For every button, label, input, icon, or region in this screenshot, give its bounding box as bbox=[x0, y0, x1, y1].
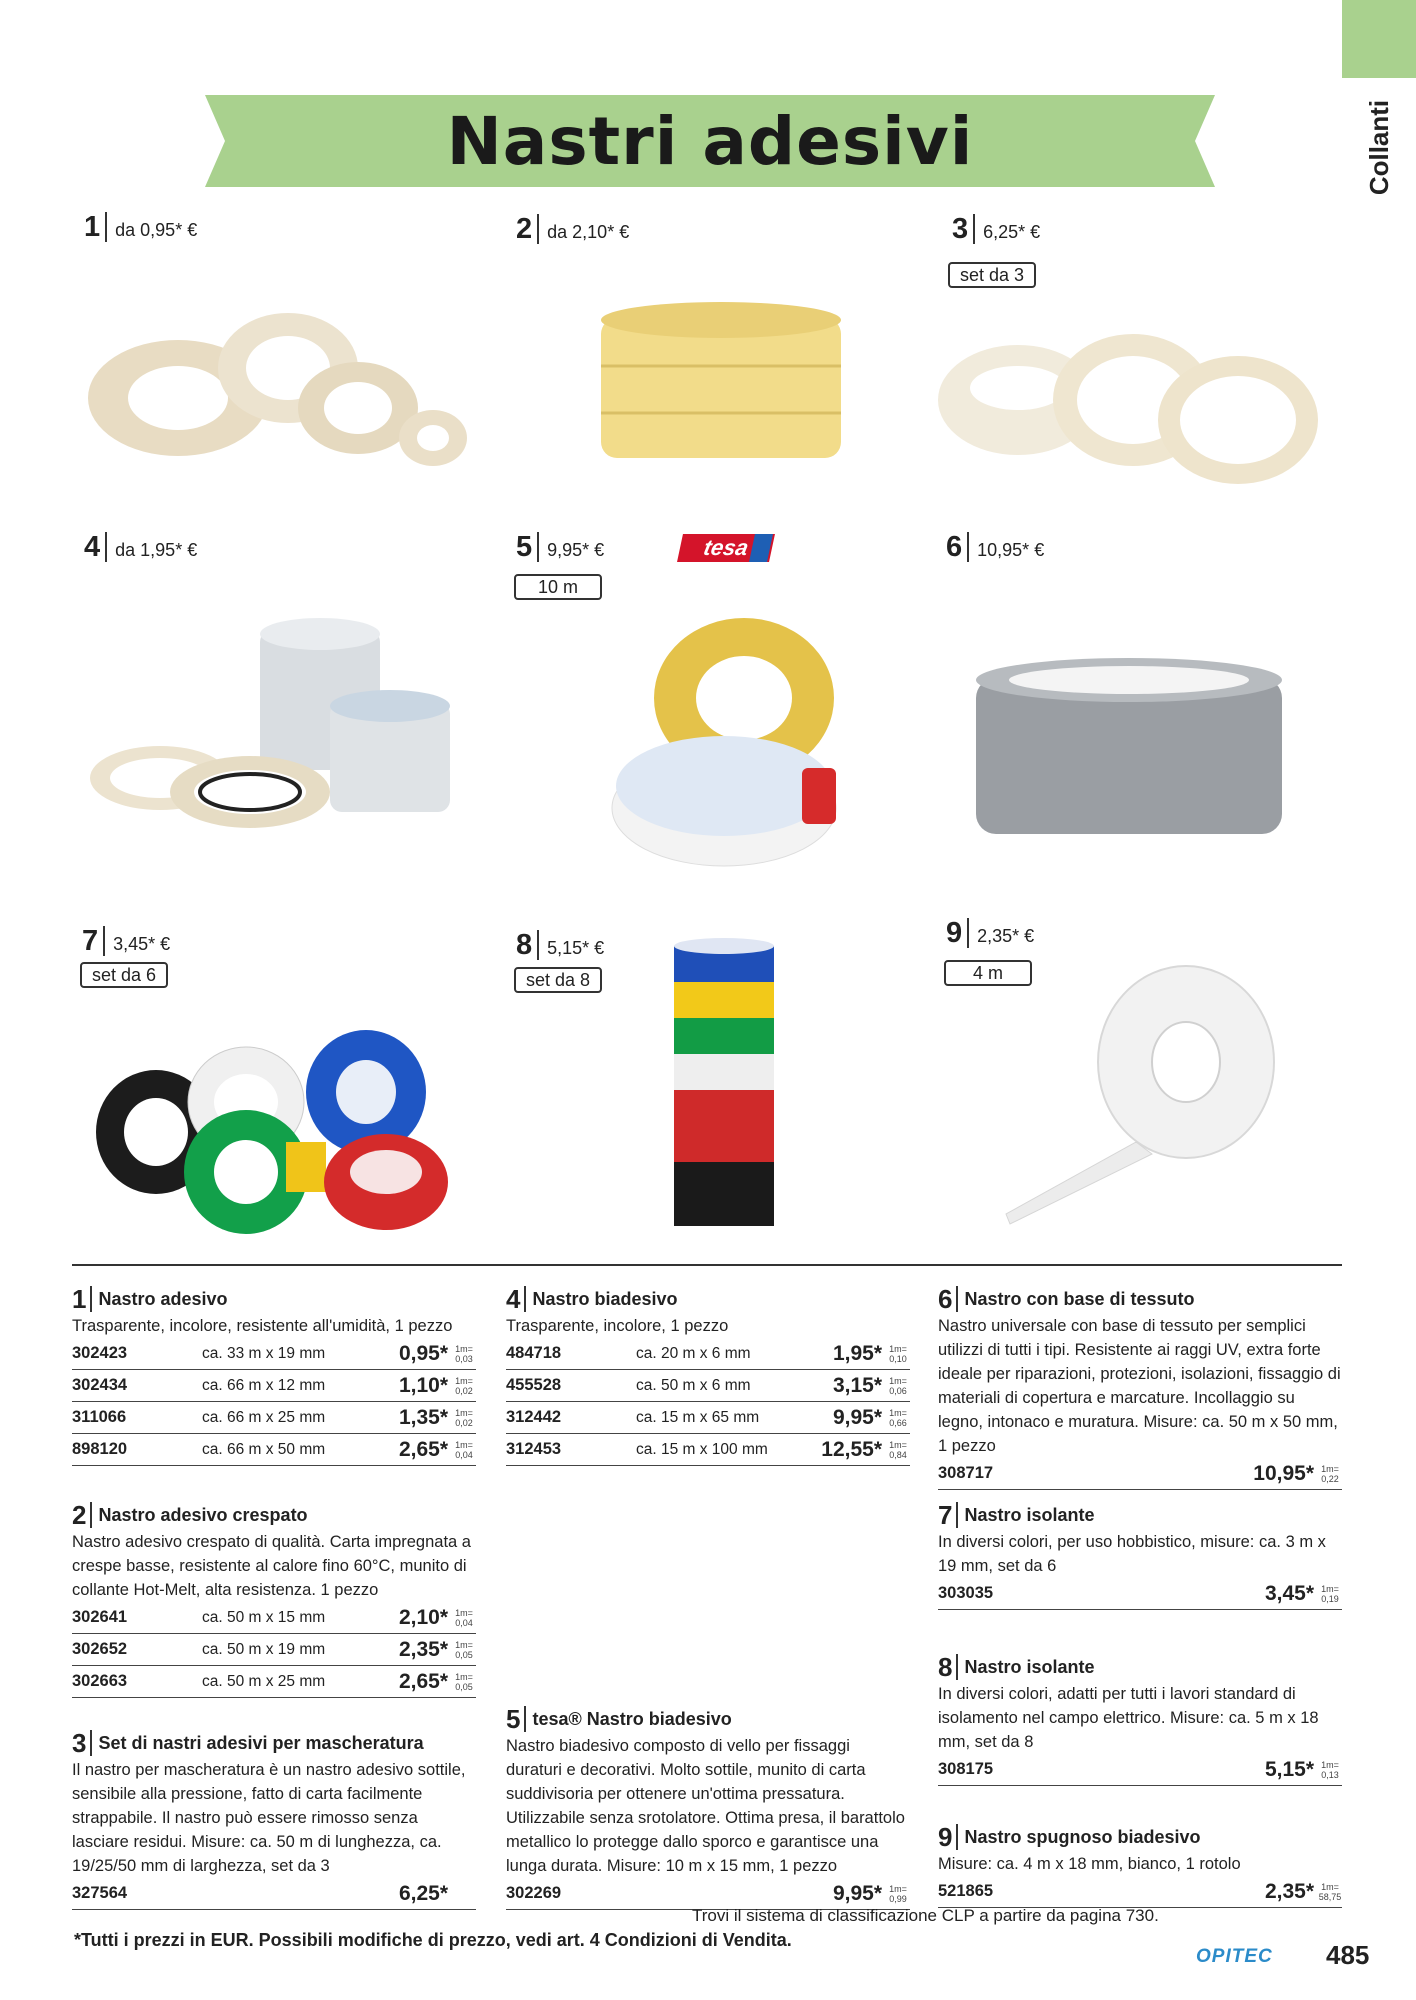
tesa-logo: tesa bbox=[677, 534, 775, 562]
product-header-6: 6 10,95* € bbox=[946, 531, 1045, 563]
entry-7: 7 Nastro isolante In diversi colori, per uso hobbistico, misure: ca. 3 m x 19 mm, set da 6 303035 3,45* 1m= 0,19 bbox=[938, 1500, 1342, 1610]
product-header-1: 1 da 0,95* € bbox=[84, 211, 198, 243]
table-row: 303035 3,45* 1m= 0,19 bbox=[938, 1578, 1342, 1610]
side-tab bbox=[1342, 0, 1416, 78]
entry-4: 4 Nastro biadesivo Trasparente, incolore, 1 pezzo 484718 ca. 20 m x 6 mm 1,95* 1m= 0,10 455528 ca. 50 m x 6 mm 3,15* 1m= 0,06 312442 ca. 15 m x 65 mm 9,95* 1m= 0,66 312453 ca. 15 m x 100 mm 12,55* 1m= 0,84 bbox=[506, 1284, 910, 1466]
price-table bbox=[72, 1602, 476, 1698]
table-row: 311066 ca. 66 m x 25 mm 1,35* 1m= 0,02 bbox=[72, 1402, 476, 1434]
entry-description: Trasparente, incolore, resistente all'umidità, 1 pezzo bbox=[72, 1317, 453, 1335]
entry-description: Il nastro per mascheratura è un nastro adesivo sottile, sensibile alla pressione, fatto di carta facilmente strappabile. Il nastro può essere rimosso senza lasciare residui. Misure: ca. 50 m di lunghezza, ca. 19/25/50 mm di larghezza, set da 3 bbox=[72, 1761, 466, 1875]
table-row: 521865 2,35* 1m= 58,75 bbox=[938, 1876, 1342, 1908]
table-row: 312442 ca. 15 m x 65 mm 9,95* 1m= 0,66 bbox=[506, 1402, 910, 1434]
entry-title: Set di nastri adesivi per mascheratura bbox=[98, 1732, 424, 1753]
table-row: 302641 ca. 50 m x 15 mm 2,10* 1m= 0,04 bbox=[72, 1602, 476, 1634]
table-row: 308717 10,95* 1m= 0,22 bbox=[938, 1458, 1342, 1490]
table-row: 302434 ca. 66 m x 12 mm 1,10* 1m= 0,02 bbox=[72, 1370, 476, 1402]
entry-title: Nastro adesivo bbox=[98, 1288, 228, 1309]
foam-tape-roll-image bbox=[996, 952, 1286, 1232]
entry-description: Trasparente, incolore, 1 pezzo bbox=[506, 1317, 729, 1335]
entry-6: 6 Nastro con base di tessuto Nastro universale con base di tessuto per semplici utilizzi di tutti i tipi. Resistente ai raggi UV, extra forte ideale per riparazioni, protezioni, isolazioni, fissaggio di materiali di copertura e marcature. Incollaggio su legno, intonaco e muratura. Misure: ca. 50 m x 50 mm, 1 pezzo 308717 10,95* 1m= 0,22 bbox=[938, 1284, 1342, 1490]
product-header-2: 2 da 2,10* € bbox=[516, 213, 630, 245]
entry-description: Nastro biadesivo composto di vello per fissaggi duraturi e decorativi. Molto sottile, munito di carta suddivisoria per ottenere un'ottima pressatura. Utilizzabile senza srotolatore. Ottima presa, il barattolo metallico lo protegge dallo sporco e garantisce una lunga durata. Misure: 10 m x 15 mm, 1 pezzo bbox=[506, 1737, 905, 1875]
entry-title: Nastro isolante bbox=[964, 1656, 1095, 1677]
entry-2: 2 Nastro adesivo crespato Nastro adesivo crespato di qualità. Carta impregnata a crespe basse, resistente al calore fino 60°C, munito di collante Hot-Melt, alta resistenza. 1 pezzo 302641 ca. 50 m x 15 mm 2,10* 1m= 0,04 302652 ca. 50 m x 19 mm 2,35* 1m= 0,05 302663 ca. 50 m x 25 mm 2,65* 1m= 0,05 bbox=[72, 1500, 476, 1698]
masking-tape-stack-image bbox=[596, 298, 846, 478]
price-disclaimer: *Tutti i prezzi in EUR. Possibili modifiche di prezzo, vedi art. 4 Condizioni di Vendita. bbox=[74, 1930, 792, 1950]
entry-title: Nastro spugnoso biadesivo bbox=[964, 1826, 1201, 1847]
entry-3: 3 Set di nastri adesivi per mascheratura Il nastro per mascheratura è un nastro adesivo sottile, sensibile alla pressione, fatto di carta facilmente strappabile. Il nastro può essere rimosso senza lasciare residui. Misure: ca. 50 m di lunghezza, ca. 19/25/50 mm di larghezza, set da 3 327564 6,25* bbox=[72, 1728, 476, 1910]
table-row: 455528 ca. 50 m x 6 mm 3,15* 1m= 0,06 bbox=[506, 1370, 910, 1402]
table-row: 302423 ca. 33 m x 19 mm 0,95* 1m= 0,03 bbox=[72, 1338, 476, 1370]
length-badge: 10 m bbox=[514, 574, 602, 600]
insulating-tape-set-image bbox=[96, 1022, 456, 1242]
table-row: 302269 9,95* 1m= 0,99 bbox=[506, 1878, 910, 1910]
table-row: 308175 5,15* 1m= 0,13 bbox=[938, 1754, 1342, 1786]
set-badge: set da 6 bbox=[80, 962, 168, 988]
entry-8: 8 Nastro isolante In diversi colori, adatti per tutti i lavori standard di isolamento nel campo elettrico. Misure: ca. 5 m x 18 mm, set da 8 308175 5,15* 1m= 0,13 bbox=[938, 1652, 1342, 1786]
product-header-5: 5 9,95* € bbox=[516, 531, 605, 563]
table-row: 302663 ca. 50 m x 25 mm 2,65* 1m= 0,05 bbox=[72, 1666, 476, 1698]
entry-title: Nastro biadesivo bbox=[532, 1288, 678, 1309]
table-row: 302652 ca. 50 m x 19 mm 2,35* 1m= 0,05 bbox=[72, 1634, 476, 1666]
fabric-duct-tape-image bbox=[974, 656, 1284, 856]
insulating-tape-stack-image bbox=[672, 936, 776, 1236]
entry-5: 5 tesa® Nastro biadesivo Nastro biadesivo composto di vello per fissaggi duraturi e decorativi. Molto sottile, munito di carta suddivisoria per ottenere un'ottima pressatura. Utilizzabile senza srotolatore. Ottima presa, il barattolo metallico lo protegge dallo sporco e garantisce una lunga durata. Misure: 10 m x 15 mm, 1 pezzo 302269 9,95* 1m= 0,99 bbox=[506, 1704, 910, 1910]
double-sided-tape-image bbox=[90, 620, 470, 840]
price-table bbox=[506, 1338, 910, 1466]
product-header-9: 9 2,35* € bbox=[946, 917, 1035, 949]
entry-description: In diversi colori, per uso hobbistico, misure: ca. 3 m x 19 mm, set da 6 bbox=[938, 1533, 1326, 1575]
entry-description: Nastro universale con base di tessuto per semplici utilizzi di tutti i tipi. Resistente ai raggi UV, extra forte ideale per riparazioni, protezioni, isolazioni, fissaggio di materiali di copertura e marcature. Incollaggio su legno, intonaco e muratura. Misure: ca. 50 m x 50 mm, 1 pezzo bbox=[938, 1317, 1341, 1455]
table-row: 312453 ca. 15 m x 100 mm 12,55* 1m= 0,84 bbox=[506, 1434, 910, 1466]
entry-1: 1 Nastro adesivo Trasparente, incolore, resistente all'umidità, 1 pezzo 302423 ca. 33 m x 19 mm 0,95* 1m= 0,03 302434 ca. 66 m x 12 mm 1,10* 1m= 0,02 311066 ca. 66 m x 25 mm 1,35* 1m= 0,02 898120 ca. 66 m x 50 mm 2,65* 1m= 0,04 bbox=[72, 1284, 476, 1466]
set-badge: set da 8 bbox=[514, 967, 602, 993]
entry-9: 9 Nastro spugnoso biadesivo Misure: ca. 4 m x 18 mm, bianco, 1 rotolo 521865 2,35* 1m= 58,75 bbox=[938, 1822, 1342, 1908]
entry-title: Nastro adesivo crespato bbox=[98, 1504, 308, 1525]
entry-title: tesa® Nastro biadesivo bbox=[532, 1708, 732, 1729]
brand-logo: OPITEC bbox=[1196, 1946, 1273, 1967]
section-label: Collanti bbox=[1364, 99, 1395, 195]
tesa-tape-tin-image bbox=[604, 618, 844, 868]
table-row: 898120 ca. 66 m x 50 mm 2,65* 1m= 0,04 bbox=[72, 1434, 476, 1466]
page-title: Nastri adesivi bbox=[446, 102, 974, 180]
entry-description: In diversi colori, adatti per tutti i lavori standard di isolamento nel campo elettrico. Misure: ca. 5 m x 18 mm, set da 8 bbox=[938, 1685, 1319, 1751]
length-badge: 4 m bbox=[944, 960, 1032, 986]
table-row: 484718 ca. 20 m x 6 mm 1,95* 1m= 0,10 bbox=[506, 1338, 910, 1370]
table-row: 327564 6,25* bbox=[72, 1878, 476, 1910]
entry-title: Nastro con base di tessuto bbox=[964, 1288, 1195, 1309]
product-header-3: 3 6,25* € bbox=[952, 213, 1041, 245]
section-divider bbox=[72, 1264, 1342, 1266]
product-header-7: 7 3,45* € bbox=[82, 925, 171, 957]
entry-description: Nastro adesivo crespato di qualità. Carta impregnata a crespe basse, resistente al calore fino 60°C, munito di collante Hot-Melt, alta resistenza. 1 pezzo bbox=[72, 1533, 471, 1599]
entry-title: Nastro isolante bbox=[964, 1504, 1095, 1525]
masking-tape-set-image bbox=[938, 310, 1328, 490]
clp-note: Trovi il sistema di classificazione CLP a partire da pagina 730. bbox=[692, 1906, 1159, 1925]
product-header-8: 8 5,15* € bbox=[516, 929, 605, 961]
product-header-4: 4 da 1,95* € bbox=[84, 531, 198, 563]
entry-description: Misure: ca. 4 m x 18 mm, bianco, 1 rotolo bbox=[938, 1855, 1241, 1873]
page-number: 485 bbox=[1326, 1940, 1370, 1970]
clear-tape-rolls-image bbox=[88, 288, 468, 488]
set-badge: set da 3 bbox=[948, 262, 1036, 288]
price-table bbox=[72, 1338, 476, 1466]
